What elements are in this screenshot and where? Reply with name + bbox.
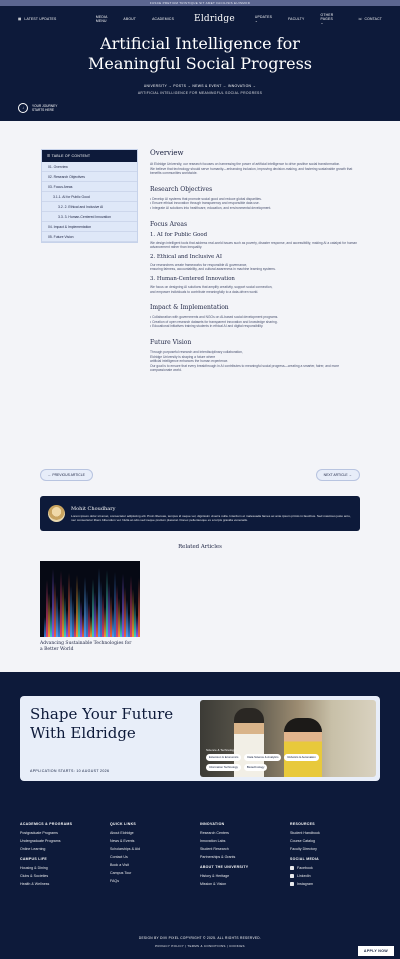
paragraph: artificial intelligence enhances the human experience. bbox=[150, 359, 229, 364]
toc-item[interactable]: 05. Future Vision bbox=[42, 232, 137, 242]
list-item: • Educational initiatives training students in ethical AI and digital responsibility. bbox=[150, 324, 360, 329]
announcement-bar: FUSCE PRETIUM TRISTIQUE SIT AMET FACILISIS EUISMOD bbox=[0, 0, 400, 6]
footer-link[interactable]: FAQs bbox=[110, 879, 119, 883]
footer-col-academics: ACADEMICS & PROGRAMS Postgraduate Programs Undergraduate Programs Online Learning CAMPUS LIFE Housing & Dining Clubs & Societies Health & Wellness bbox=[20, 822, 110, 890]
grid-icon: ▦ bbox=[18, 17, 22, 21]
main-nav bbox=[0, 6, 400, 32]
paragraph: ensuring fairness, accountability, and cultural awareness in machine learning systems. bbox=[150, 267, 276, 272]
footer-link[interactable]: Partnerships & Grants bbox=[200, 855, 236, 859]
footer-link[interactable]: Book a Visit bbox=[110, 863, 129, 867]
section-heading: Focus Areas bbox=[150, 220, 188, 228]
facebook-icon bbox=[290, 866, 294, 870]
list-icon: ☰ bbox=[47, 154, 51, 158]
footer-link[interactable]: Mission & Vision bbox=[200, 882, 227, 886]
nav-about[interactable]: ABOUT bbox=[123, 17, 137, 21]
footer-col-innovation: INNOVATION Research Centers Innovation Labs Student Research Partnerships & Grants ABOUT THE UNIVERSITY History & Heritage Mission & Vision bbox=[200, 822, 290, 890]
impact-list bbox=[150, 315, 360, 329]
subsection-heading: 3. Human-Centered Innovation bbox=[150, 275, 235, 282]
nav-updates[interactable]: UPDATES ⌄ bbox=[254, 15, 273, 23]
section-heading: Overview bbox=[150, 149, 184, 157]
author-bio: Lorem ipsum dolor sit amet, consectetur adipiscing elit. Proin liberoas, tempus id neque vel, dignissim viverra nulla. Interdum et malesuada fames ac ante ipsum primis in faucibus. Sed maximus justo arcu, nec consectetur libero bibendum vel. Nulla at odio sed neque pretium placerat. Donec pellentesque ex a turpis gravida venenatis. bbox=[71, 513, 351, 522]
paragraph: We believe that technology should serve humanity—enhancing inclusion, improving decision-making, and fostering sustainable growth that benefits communities worldwide. bbox=[150, 166, 353, 176]
list-item: • Develop AI systems that promote social good and reduce global disparities. bbox=[150, 197, 360, 202]
section-heading: Future Vision bbox=[150, 338, 192, 346]
apply-now-button[interactable]: APPLY NOW bbox=[358, 946, 394, 956]
footer-columns bbox=[20, 822, 380, 890]
footer-link[interactable]: Health & Wellness bbox=[20, 882, 50, 886]
paragraph: Eldridge University is shaping a future where bbox=[150, 354, 216, 359]
contact-link[interactable]: ☏ CONTACT bbox=[358, 17, 382, 21]
program-tag[interactable]: Robotics & Automation bbox=[284, 754, 318, 761]
article-pager bbox=[40, 469, 360, 481]
linkedin-link[interactable]: LinkedIn bbox=[290, 874, 380, 878]
article-body bbox=[150, 149, 360, 373]
toc-item[interactable]: 02. Research Objectives bbox=[42, 172, 137, 182]
paragraph: and empower individuals to contribute meaningfully to a data-driven world. bbox=[150, 289, 259, 294]
latest-updates-link[interactable]: ▦ LATEST UPDATES bbox=[18, 17, 57, 21]
paragraph: We focus on designing AI solutions that amplify creativity, support social connection, bbox=[150, 284, 273, 289]
footer-link[interactable]: Housing & Dining bbox=[20, 866, 48, 870]
paragraph: Our researchers create frameworks for responsible AI governance, bbox=[150, 262, 248, 267]
linkedin-icon bbox=[290, 874, 294, 878]
toc-item[interactable]: 04. Impact & Implementation bbox=[42, 222, 137, 232]
chevron-down-icon: ⌄ bbox=[254, 19, 258, 23]
footer-link[interactable]: Course Catalog bbox=[290, 839, 315, 843]
list-item: • Integrate AI solutions into healthcare, education, and environmental development. bbox=[150, 206, 360, 211]
site-footer bbox=[0, 672, 400, 959]
facebook-link[interactable]: Facebook bbox=[290, 866, 380, 870]
footer-link[interactable]: Undergraduate Programs bbox=[20, 839, 61, 843]
paragraph: Through purposeful research and interdisciplinary collaboration, bbox=[150, 349, 243, 354]
toc-item[interactable]: 3.1.1. AI for Public Good bbox=[42, 192, 137, 202]
paragraph: At Eldridge University, our research focuses on harnessing the power of artificial intelligence to drive positive social transformation. bbox=[150, 162, 341, 166]
application-date: APPLICATION STARTS: 10 AUGUST 2026 bbox=[30, 769, 110, 773]
page-title: Artificial Intelligence for Meaningful Social Progress bbox=[87, 34, 313, 73]
program-tag[interactable]: Data Science & Analytics bbox=[244, 754, 281, 761]
footer-link[interactable]: Campus Tour bbox=[110, 871, 132, 875]
chevron-down-icon: ⌄ bbox=[320, 21, 324, 25]
instagram-icon bbox=[290, 882, 294, 886]
hero-section bbox=[0, 6, 400, 121]
section-heading: Impact & Implementation bbox=[150, 304, 229, 312]
toc-header: ☰ TABLE OF CONTENT bbox=[42, 150, 137, 162]
table-of-contents bbox=[41, 149, 138, 243]
paragraph: Our goal is to ensure that every breakthrough in AI contributes to meaningful social progress—creating a smarter, fairer, and more compassionate world. bbox=[150, 363, 340, 373]
nav-academics[interactable]: ACADEMICS bbox=[152, 17, 175, 21]
program-tag[interactable]: Information Technology bbox=[206, 764, 241, 771]
students-photo bbox=[200, 700, 376, 777]
legal-links[interactable]: PRIVACY POLICY | TERMS & CONDITIONS | COOKIES bbox=[155, 944, 245, 948]
footer-link[interactable]: Online Learning bbox=[20, 847, 46, 851]
footer-link[interactable]: Student Research bbox=[200, 847, 229, 851]
footer-link[interactable]: Postgraduate Programs bbox=[20, 831, 58, 835]
list-item: • Creation of open research datasets for transparent innovation and knowledge sharing. bbox=[150, 320, 360, 325]
paragraph: We design intelligent tools that address real-world issues such as poverty, disaster response, and accessibility, making AI a catalyst for human advancement rather than inequality. bbox=[150, 240, 358, 250]
related-heading: Related Articles bbox=[178, 544, 222, 550]
breadcrumb-current: ARTIFICIAL INTELLIGENCE FOR MEANINGFUL SOCIAL PROGRESS bbox=[137, 91, 263, 95]
avatar bbox=[48, 505, 65, 522]
related-article-title[interactable]: Advancing Sustainable Technologies for a Better World bbox=[40, 641, 132, 652]
toc-item[interactable]: 03. Focus Areas bbox=[42, 182, 137, 192]
cta-title: Shape Your Future With Eldridge bbox=[30, 705, 174, 742]
journey-scroll[interactable]: ↓ YOUR JOURNEY STARTS HERE bbox=[18, 103, 57, 113]
list-item: • Ensure ethical innovation through transparency and responsible data use. bbox=[150, 201, 360, 206]
footer-link[interactable]: History & Heritage bbox=[200, 874, 230, 878]
toc-item[interactable]: 01. Overview bbox=[42, 162, 137, 172]
toc-item[interactable]: 3.3. 3. Human-Centered Innovation bbox=[42, 212, 137, 222]
section-heading: Research Objectives bbox=[150, 185, 213, 193]
related-article-image[interactable] bbox=[40, 561, 140, 637]
site-logo[interactable]: Eldridge bbox=[194, 14, 235, 24]
footer-link[interactable]: Scholarships & Aid bbox=[110, 847, 140, 851]
list-item: • Collaboration with governments and NGOs on AI-based social development programs. bbox=[150, 315, 360, 320]
footer-col-quick-links: QUICK LINKS About Eldridge News & Events Scholarships & Aid Contact Us Book a Visit Campus Tour FAQs bbox=[110, 822, 200, 890]
footer-link[interactable]: Innovation Labs bbox=[200, 839, 226, 843]
nav-faculty[interactable]: FACULTY bbox=[288, 17, 305, 21]
footer-link[interactable]: Contact Us bbox=[110, 855, 128, 859]
author-name: Mohit Choudhary bbox=[71, 505, 116, 512]
author-box bbox=[40, 496, 360, 531]
program-tags: Science & Technology Extension & Economics Data Science & Analytics Robotics & Automation Information Technology Biotechnology bbox=[206, 748, 332, 771]
nav-media-menu[interactable]: MEDIA MENU bbox=[95, 15, 108, 23]
light-streak bbox=[138, 578, 140, 637]
footer-link[interactable]: Research Centers bbox=[200, 831, 229, 835]
phone-icon: ☏ bbox=[358, 17, 363, 21]
nav-other-pages[interactable]: OTHER PAGES ⌄ bbox=[320, 13, 334, 25]
breadcrumb[interactable]: UNIVERSITY → POSTS → NEWS & EVENT → INNOVATION → bbox=[143, 84, 257, 88]
copyright: DESIGN BY DIVI PIXEL COPYRIGHT © 2025. ALL RIGHTS RESERVED. bbox=[138, 936, 262, 940]
program-tag[interactable]: Extension & Economics bbox=[206, 754, 241, 761]
footer-link[interactable]: Faculty Directory bbox=[290, 847, 317, 851]
footer-link[interactable]: Student Handbook bbox=[290, 831, 320, 835]
subsection-heading: 2. Ethical and Inclusive AI bbox=[150, 253, 222, 260]
objectives-list bbox=[150, 197, 360, 211]
footer-link[interactable]: Clubs & Societies bbox=[20, 874, 49, 878]
footer-link[interactable]: News & Events bbox=[110, 839, 135, 843]
toc-item[interactable]: 3.2. 2. Ethical and Inclusive AI bbox=[42, 202, 137, 212]
next-article-button[interactable]: NEXT ARTICLE → bbox=[316, 469, 360, 481]
program-tag[interactable]: Biotechnology bbox=[244, 764, 268, 771]
arrow-down-icon: ↓ bbox=[18, 103, 28, 113]
instagram-link[interactable]: Instagram bbox=[290, 882, 380, 886]
cta-banner bbox=[20, 696, 380, 781]
footer-col-resources: RESOURCES Student Handbook Course Catalog Faculty Directory SOCIAL MEDIA Facebook LinkedIn Instagram bbox=[290, 822, 380, 890]
subsection-heading: 1. AI for Public Good bbox=[150, 231, 208, 238]
previous-article-button[interactable]: ← PREVIOUS ARTICLE bbox=[40, 469, 93, 481]
footer-link[interactable]: About Eldridge bbox=[110, 831, 134, 835]
